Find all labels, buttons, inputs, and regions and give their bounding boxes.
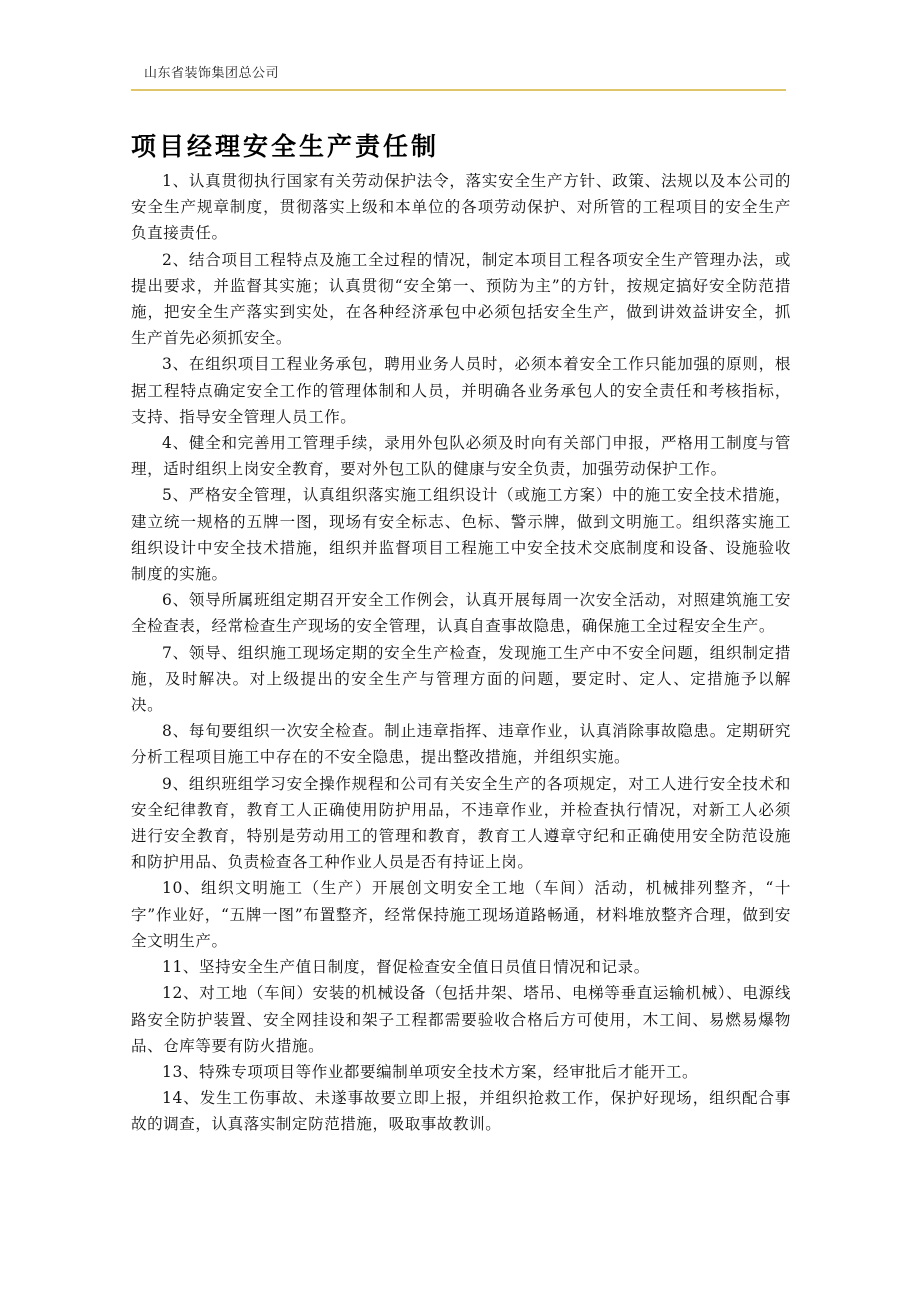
paragraph: 12、对工地（车间）安装的机械设备（包括井架、塔吊、电梯等垂直运输机械）、电源线路安全防护装置、安全网挂设和架子工程都需要验收合格后方可使用，木工间、易燃易爆物品、仓库等要有防火措施。 <box>131 984 791 1055</box>
paragraph: 13、特殊专项项目等作业都要编制单项安全技术方案，经审批后才能开工。 <box>162 1062 699 1081</box>
paragraph: 14、发生工伤事故、未遂事故要立即上报，并组织抢救工作，保护好现场，组织配合事故的调查，认真落实制定防范措施，吸取事故教训。 <box>131 1089 791 1134</box>
header-divider <box>131 89 786 91</box>
paragraph: 6、领导所属班组定期召开安全工作例会，认真开展每周一次安全活动，对照建筑施工安全检查表，经常检查生产现场的安全管理，认真自查事故隐患，确保施工全过程安全生产。 <box>131 591 791 636</box>
document-title: 项目经理安全生产责任制 <box>131 132 440 161</box>
paragraph: 3、在组织项目工程业务承包，聘用业务人员时，必须本着安全工作只能加强的原则，根据工程特点确定安全工作的管理体制和人员，并明确各业务承包人的安全责任和考核指标，支持、指导安全管理人员工作。 <box>131 355 791 426</box>
paragraph: 9、组织班组学习安全操作规程和公司有关安全生产的各项规定，对工人进行安全技术和安全纪律教育，教育工人正确使用防护用品，不违章作业，并检查执行情况，对新工人必须进行安全教育，特别是劳动用工的管理和教育，教育工人遵章守纪和正确使用安全防范设施和防护用品、负责检查各工种作业人员是否有持证上岗。 <box>131 774 791 872</box>
paragraph: 10、组织文明施工（生产）开展创文明安全工地（车间）活动，机械排列整齐，“十字”作业好，“五牌一图”布置整齐，经常保持施工现场道路畅通，材料堆放整齐合理，做到安全文明生产。 <box>131 879 791 950</box>
paragraph: 11、坚持安全生产值日制度，督促检查安全值日员值日情况和记录。 <box>162 958 650 977</box>
paragraph: 2、结合项目工程特点及施工全过程的情况，制定本项目工程各项安全生产管理办法，或提出要求，并监督其实施；认真贯彻“安全第一、预防为主”的方针，按规定搞好安全防范措施，把安全生产落实到实处，在各种经济承包中必须包括安全生产，做到讲效益讲安全，抓生产首先必须抓安全。 <box>131 250 791 348</box>
company-header: 山东省装饰集团总公司 <box>144 66 280 81</box>
paragraph: 5、严格安全管理，认真组织落实施工组织设计（或施工方案）中的施工安全技术措施，建立统一规格的五牌一图，现场有安全标志、色标、警示牌，做到文明施工。组织落实施工组织设计中安全技术措施，组织并监督项目工程施工中安全技术交底制度和设备、设施验收制度的实施。 <box>131 486 791 584</box>
paragraph: 1、认真贯彻执行国家有关劳动保护法令，落实安全生产方针、政策、法规以及本公司的安全生产规章制度，贯彻落实上级和本单位的各项劳动保护、对所管的工程项目的安全生产负直接责任。 <box>131 172 791 243</box>
document-body <box>131 168 791 1138</box>
paragraph: 7、领导、组织施工现场定期的安全生产检查，发现施工生产中不安全问题，组织制定措施，及时解决。对上级提出的安全生产与管理方面的问题，要定时、定人、定措施予以解决。 <box>131 643 791 715</box>
paragraph: 8、每旬要组织一次安全检查。制止违章指挥、违章作业，认真消除事故隐患。定期研究分析工程项目施工中存在的不安全隐患，提出整改措施，并组织实施。 <box>131 722 791 767</box>
paragraph: 4、健全和完善用工管理手续，录用外包队必须及时向有关部门申报，严格用工制度与管理，适时组织上岗安全教育，要对外包工队的健康与安全负责，加强劳动保护工作。 <box>131 434 791 479</box>
